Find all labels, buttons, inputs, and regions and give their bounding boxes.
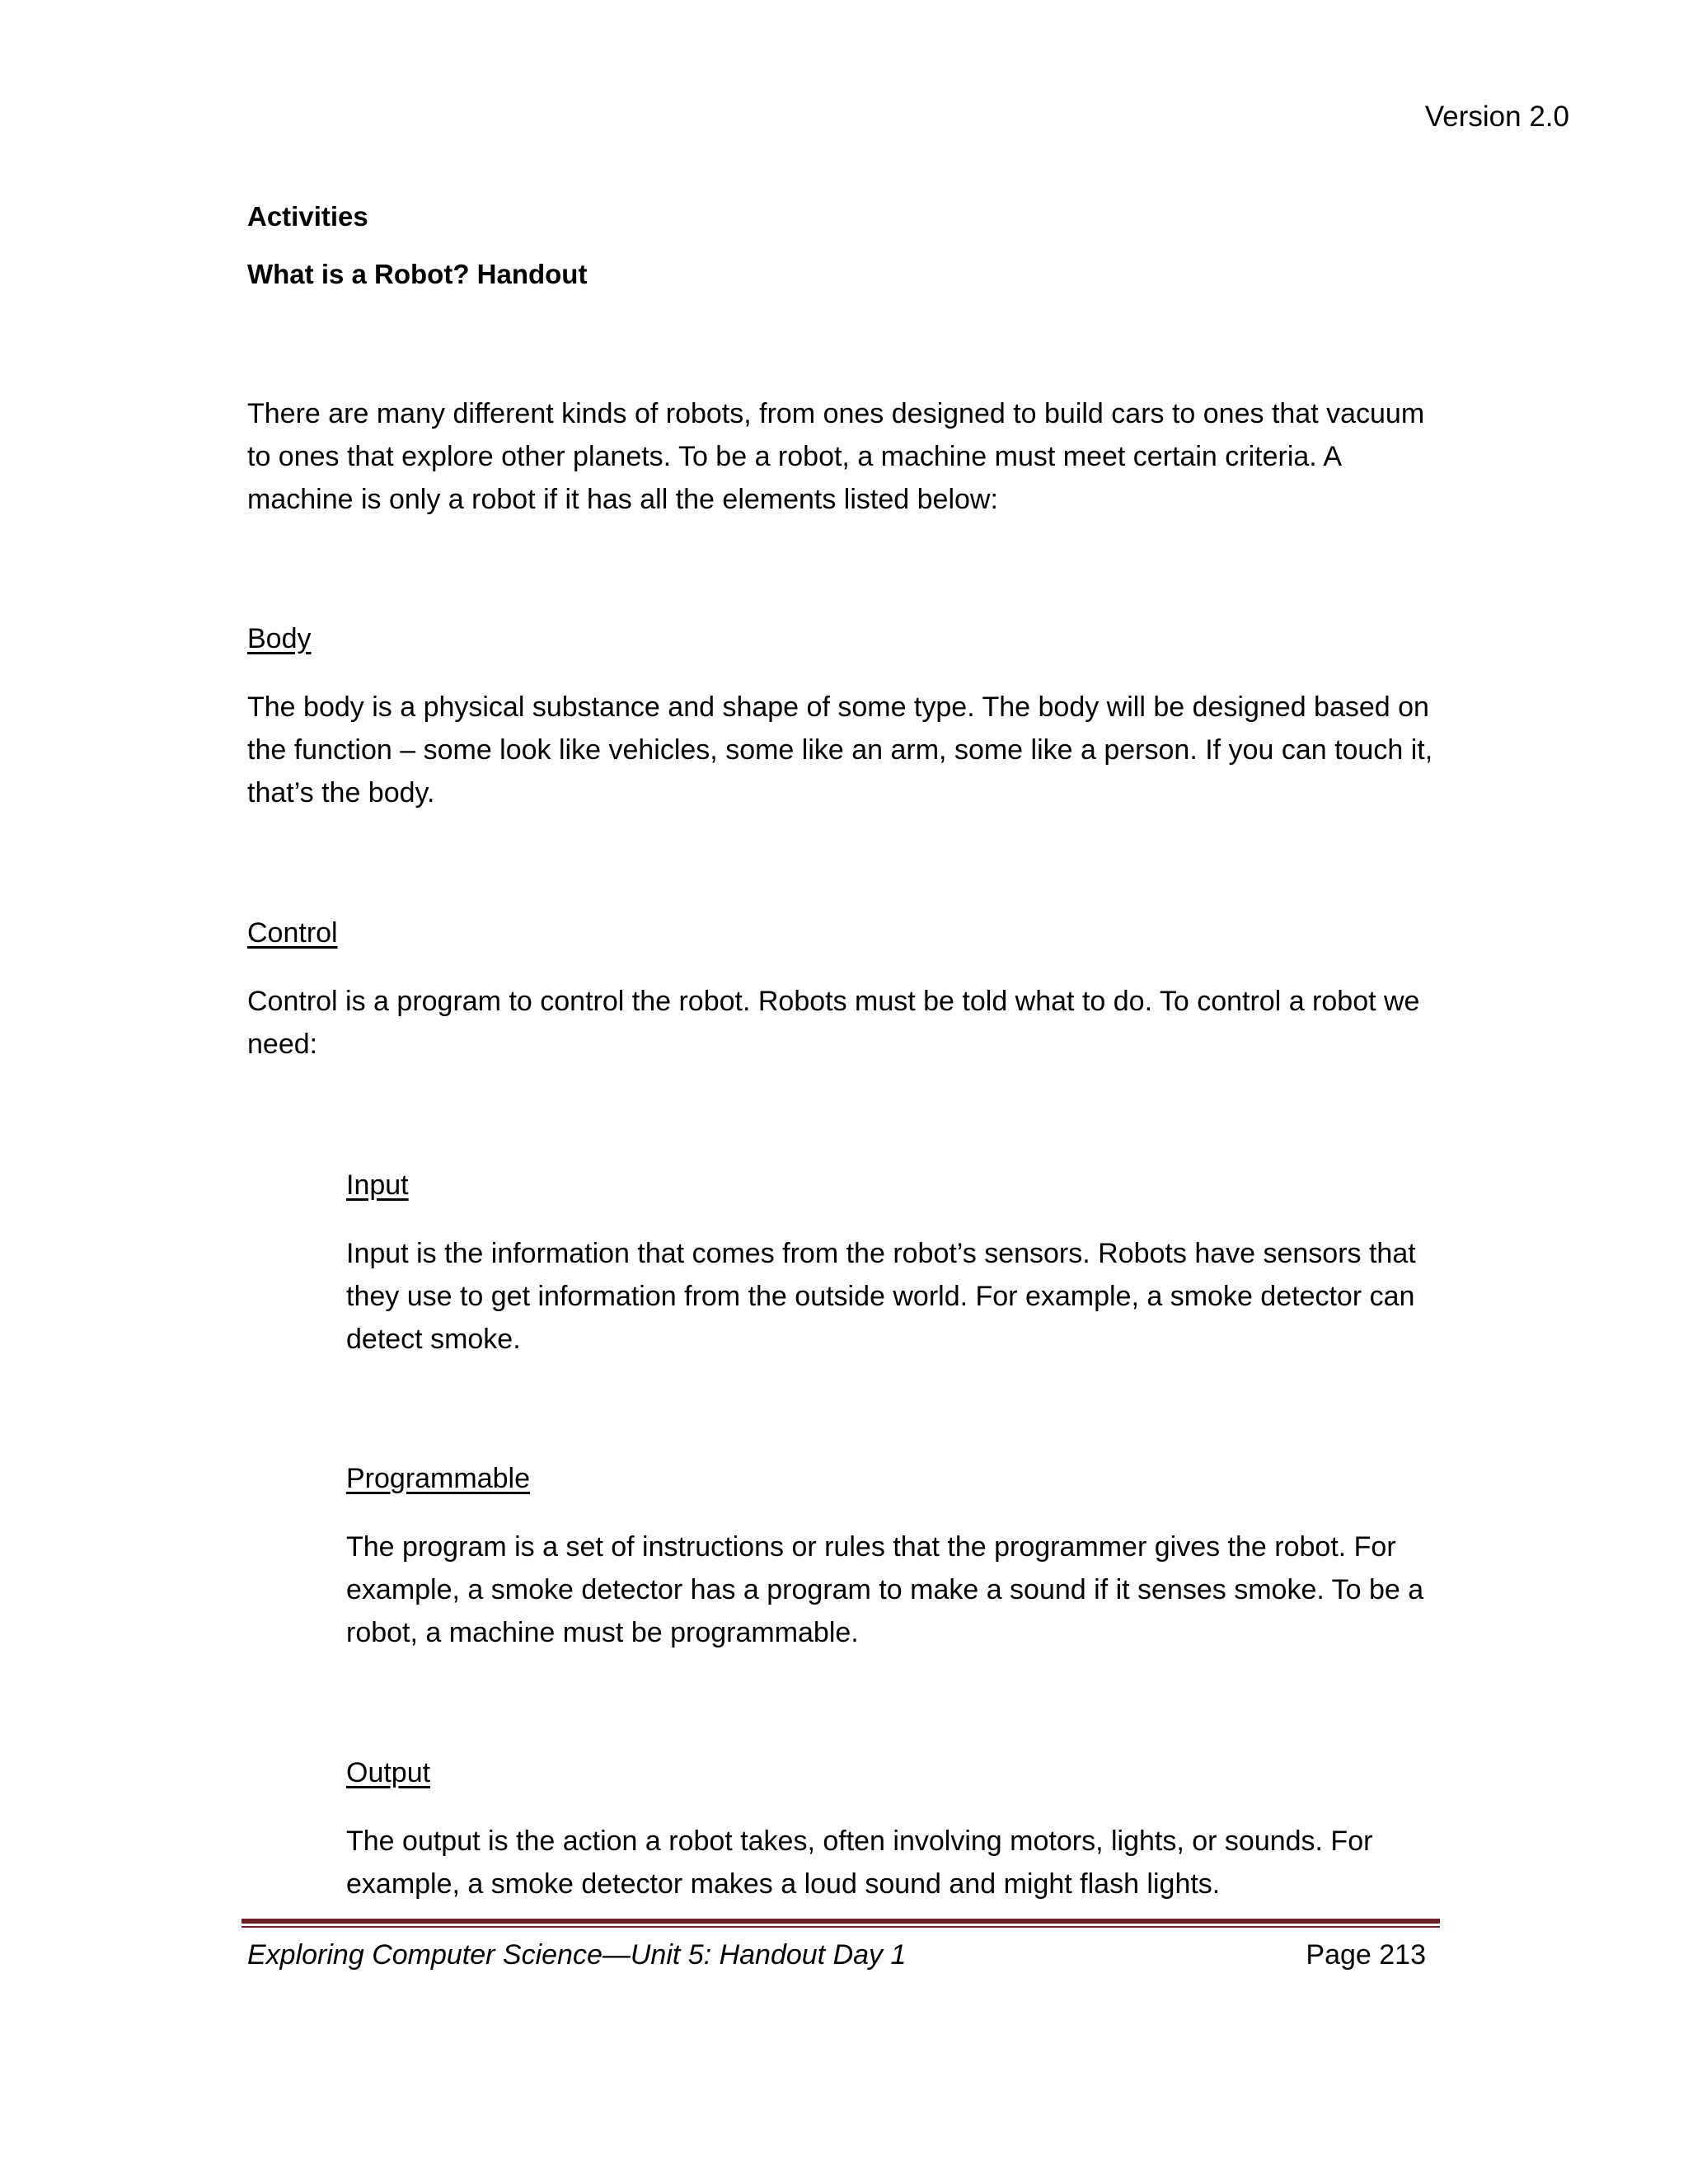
footer-page-number: Page 213 xyxy=(1306,1939,1426,1971)
section-text-output: The output is the action a robot takes, often involving motors, lights, or sounds. For example, a smoke detector makes a loud sound and might flash lights. xyxy=(346,1825,1373,1900)
version-label: Version 2.0 xyxy=(1424,101,1569,133)
page-title: What is a Robot? Handout xyxy=(247,259,588,289)
section-title-input: Input xyxy=(346,1169,409,1201)
section-title-control: Control xyxy=(247,917,338,949)
intro-paragraph: There are many different kinds of robots, from ones designed to build cars to ones that vacuum to ones that explore other planets. To be a robot, a machine must meet certain criteria. A machine is only a robot if it has all the elements listed below: xyxy=(247,398,1425,515)
footer-course-title: Exploring Computer Science—Unit 5: Handout Day 1 xyxy=(247,1939,907,1971)
section-text-control: Control is a program to control the robot. Robots must be told what to do. To control a robot we need: xyxy=(247,986,1420,1060)
section-text-programmable: The program is a set of instructions or rules that the programmer gives the robot. For example, a smoke detector has a program to make a sound if it senses smoke. To be a robot, a machine must be programmable. xyxy=(346,1531,1424,1648)
section-title-body: Body xyxy=(247,623,312,654)
section-title-programmable: Programmable xyxy=(346,1463,530,1494)
heading-activities: Activities xyxy=(247,201,368,232)
section-text-body: The body is a physical substance and shape of some type. The body will be designed based on the function – some look like vehicles, some like an arm, some like a person. If you can touch it, that’s the body. xyxy=(247,691,1433,808)
section-text-input: Input is the information that comes from the robot’s sensors. Robots have sensors that they use to get information from the outside world. For example, a smoke detector can detect smoke. xyxy=(346,1238,1416,1355)
section-title-output: Output xyxy=(346,1757,431,1788)
footer-divider xyxy=(241,1919,1440,1928)
